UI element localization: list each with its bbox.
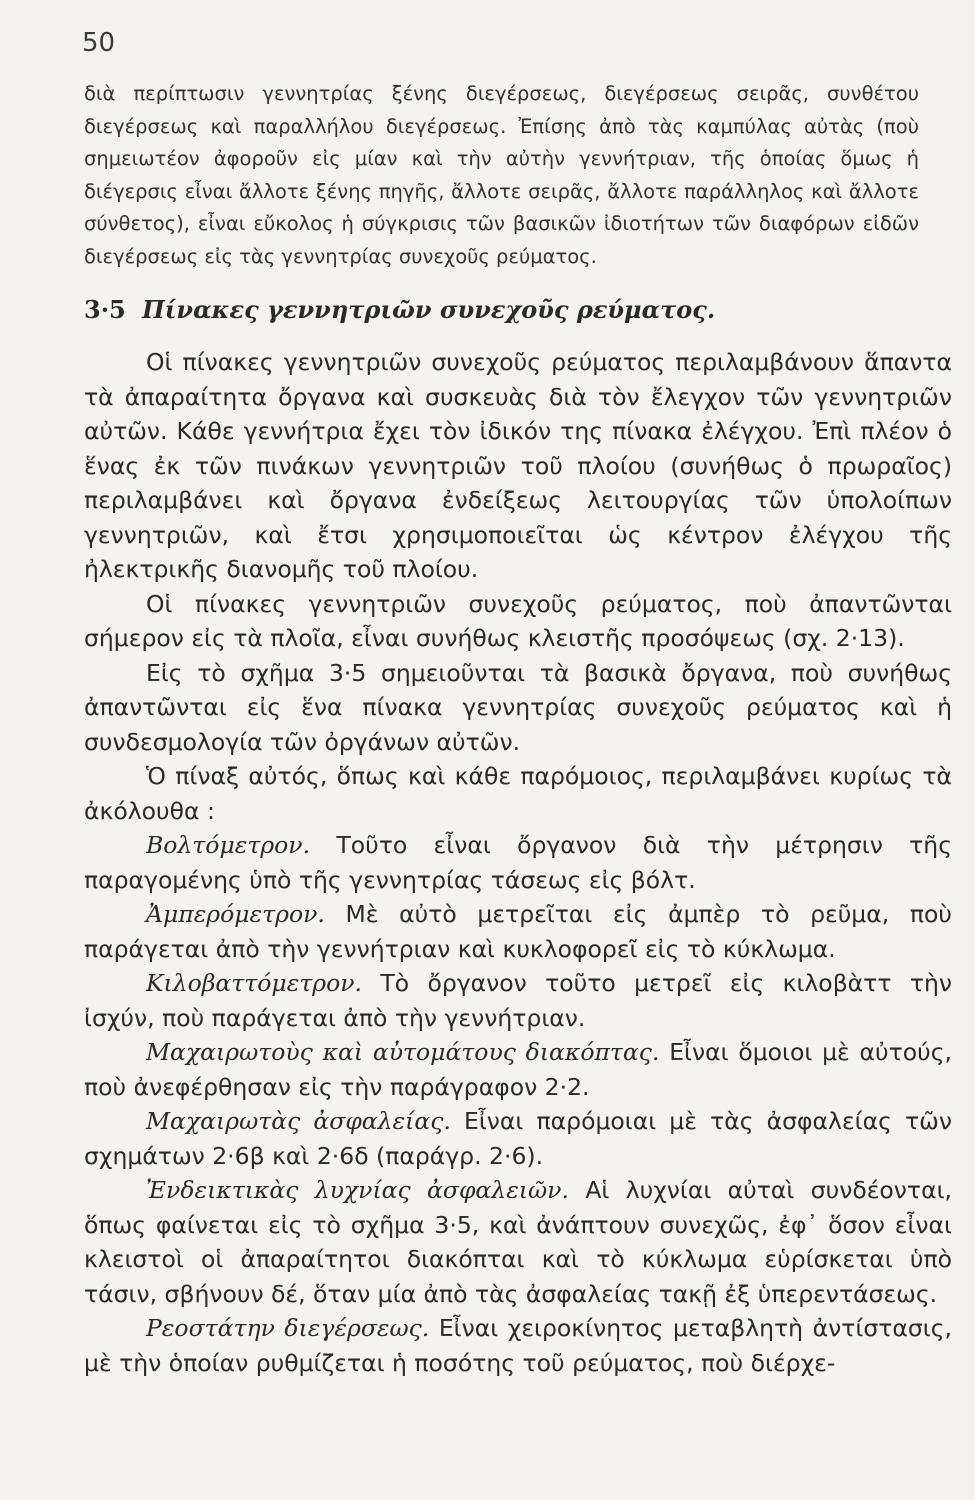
item-text: Εἶναι παρόμοιαι μὲ τὰς ἀσφαλείας τῶν σχημάτων 2·6β καὶ 2·6δ (παράγρ. 2·6). <box>84 1107 952 1170</box>
list-item-switches <box>84 1035 952 1104</box>
item-text: Εἶναι ὅμοιοι μὲ αὐτούς, ποὺ ἀνεφέρθησαν εἰς τὴν παράγραφον 2·2. <box>84 1038 952 1101</box>
list-item-fuses <box>84 1104 952 1173</box>
item-term: Μαχαιρωτοὺς καὶ αὐτομάτους διακόπτας. <box>146 1038 660 1066</box>
item-text: Μὲ αὐτὸ μετρεῖται εἰς ἀμπὲρ τὸ ρεῦμα, ποὺ παράγεται ἀπὸ τὴν γεννήτριαν καὶ κυκλοφορεῖ εἰς τὸ κύκλωμα. <box>84 900 952 963</box>
list-item-kilowattmeter <box>84 966 952 1035</box>
page-number: 50 <box>82 28 116 58</box>
item-term: Ἀμπερόμετρον. <box>146 900 325 928</box>
paragraph: Οἱ πίνακες γεννητριῶν συνεχοῦς ρεύματος περιλαμβάνουν ἅπαντα τὰ ἀπαραίτητα ὄργανα καὶ συσκευὰς διὰ τὸν ἔλεγχον τῶν γεννητριῶν αὐτῶν. Κάθε γεννήτρια ἔχει τὸν ἰδικόν της πίνακα ἐλέγχου. Ἐπὶ πλέον ὁ ἕνας ἐκ τῶν πινάκων γεννητριῶν τοῦ πλοίου (συνήθως ὁ πρωραῖος) περιλαμβάνει καὶ ὄργανα ἐνδείξεως λειτουργίας τῶν ὑπολοίπων γεννητριῶν, καὶ ἔτσι χρησιμοποιεῖται ὡς κέντρον ἐλέγχου τῆς ἠλεκτρικῆς διανομῆς τοῦ πλοίου. <box>84 348 952 583</box>
item-text: Αἱ λυχνίαι αὐταὶ συνδέονται, ὅπως φαίνεται εἰς τὸ σχῆμα 3·5, καὶ ἀνάπτουν συνεχῶς, ἐφ᾽ ὅσον εἶναι κλειστοὶ οἱ ἀπαραίτητοι διακόπται καὶ τὸ κύκλωμα εὑρίσκεται ὑπὸ τάσιν, σβήνουν δέ, ὅταν μία ἀπὸ τὰς ἀσφαλείας τακῇ ἐξ ὑπερεντάσεως. <box>84 1176 952 1308</box>
item-term: Ρεοστάτην διεγέρσεως. <box>146 1314 430 1342</box>
paragraph: Εἰς τὸ σχῆμα 3·5 σημειοῦνται τὰ βασικὰ ὄργανα, ποὺ συνήθως ἀπαντῶνται εἰς ἕνα πίνακα γεννητρίας συνεχοῦς ρεύματος καὶ ἡ συνδεσμολογία τῶν ὀργάνων αὐτῶν. <box>84 658 952 756</box>
section-title: Πίνακες γεννητριῶν συνεχοῦς ρεύματος. <box>142 295 716 324</box>
item-term: Μαχαιρωτὰς ἀσφαλείας. <box>146 1107 451 1135</box>
list-item-indicator-lamps <box>84 1173 952 1311</box>
item-text: Τοῦτο εἶναι ὄργανον διὰ τὴν μέτρησιν τῆς παραγομένης ὑπὸ τῆς γεννητρίας τάσεως εἰς βόλτ. <box>84 831 952 894</box>
section-number: 3·5 <box>84 295 126 324</box>
body-text <box>84 345 952 1380</box>
intro-paragraph: διὰ περίπτωσιν γεννητρίας ξένης διεγέρσεως, διεγέρσεως σειρᾶς, συνθέτου διεγέρσεως καὶ παραλλήλου διεγέρσεως. Ἐπίσης ἀπὸ τὰς καμπύλας αὐτὰς (ποὺ σημειωτέον ἀφοροῦν εἰς μίαν καὶ τὴν αὐτὴν γεννήτριαν, τῆς ὁποίας ὅμως ἡ διέγερσις εἶναι ἄλλοτε ξένης πηγῆς, ἄλλοτε σειρᾶς, ἄλλοτε παράλληλος καὶ ἄλλοτε σύνθετος), εἶναι εὔκολος ἡ σύγκρισις τῶν βασικῶν ἰδιοτήτων τῶν διαφόρων εἰδῶν διεγέρσεως εἰς τὰς γεννητρίας συνεχοῦς ρεύματος. <box>84 82 919 268</box>
list-item-ammeter <box>84 897 952 966</box>
list-item-voltmeter <box>84 828 952 897</box>
list-item-rheostat <box>84 1311 952 1380</box>
paragraph: Ὁ πίναξ αὐτός, ὅπως καὶ κάθε παρόμοιος, περιλαμβάνει κυρίως τὰ ἀκόλουθα : <box>84 762 952 825</box>
item-term: Ἐνδεικτικὰς λυχνίας ἀσφαλειῶν. <box>146 1176 569 1204</box>
section-heading <box>84 295 919 324</box>
item-text: Τὸ ὄργανον τοῦτο μετρεῖ εἰς κιλοβὰττ τὴν ἰσχύν, ποὺ παράγεται ἀπὸ τὴν γεννήτριαν. <box>84 969 952 1032</box>
paragraph: Οἱ πίνακες γεννητριῶν συνεχοῦς ρεύματος, ποὺ ἀπαντῶνται σήμερον εἰς τὰ πλοῖα, εἶναι συνήθως κλειστῆς προσόψεως (σχ. 2·13). <box>84 589 952 652</box>
item-text: Εἶναι χειροκίνητος μεταβλητὴ ἀντίστασις, μὲ τὴν ὁποίαν ρυθμίζεται ἡ ποσότης τοῦ ρεύματος, ποὺ διέρχε- <box>84 1314 952 1377</box>
item-term: Βολτόμετρον. <box>146 831 311 859</box>
item-term: Κιλοβαττόμετρον. <box>146 969 363 997</box>
